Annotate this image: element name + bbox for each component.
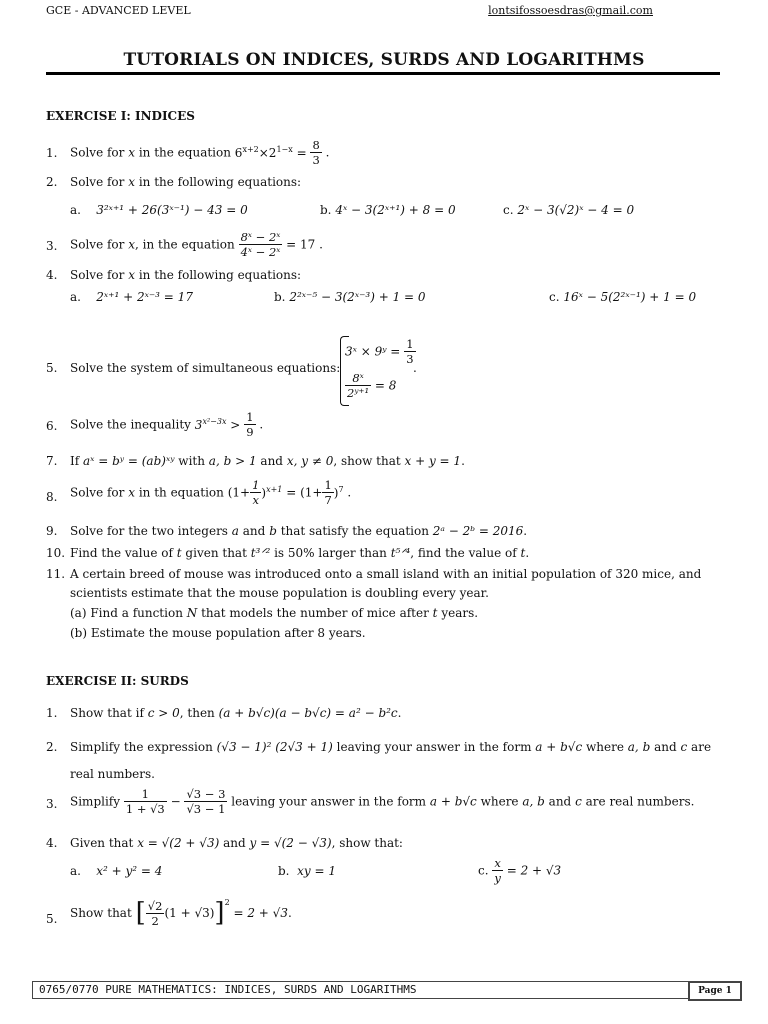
ex1-q11-line3: (a) Find a function N that models the number of mice after t years. xyxy=(70,606,479,620)
ex2-q2: Simplify the expression (√3 − 1)² (2√3 + 1) leaving your answer in the form a + b√c where a, b and c are xyxy=(70,740,712,754)
ex1-q11-line4: (b) Estimate the mouse population after 8 years. xyxy=(70,626,366,640)
s3-number: 3. xyxy=(46,797,58,811)
ex1-q11-line2: scientists estimate that the mouse population is doubling every year. xyxy=(70,586,489,600)
ex2-q4c: c. $\frac{x}{y}$ = 2 + √3 xyxy=(478,856,562,885)
ex1-q10: Find the value of t given that t³ᐟ² is 50% larger than t⁵ᐟ⁴, find the value of t. xyxy=(70,546,530,560)
ex1-q5-end: . xyxy=(413,361,417,375)
title-rule xyxy=(46,72,720,75)
ex1-q2: Solve for x in the following equations: xyxy=(70,175,302,189)
footer-course-title: 0765/0770 PURE MATHEMATICS: INDICES, SURDS AND LOGARITHMS xyxy=(32,981,690,999)
q8-number: 8. xyxy=(46,490,58,504)
q7-number: 7. xyxy=(46,454,58,468)
q4-number: 4. xyxy=(46,268,58,282)
ex1-q11-line1: A certain breed of mouse was introduced onto a small island with an initial population of 320 mice, and xyxy=(70,567,702,581)
ex1-q4b: b. 2²ˣ⁻⁵ − 3(2ˣ⁻³) + 1 = 0 xyxy=(274,290,426,304)
header-left: GCE - ADVANCED LEVEL xyxy=(46,4,191,17)
q11-number: 11. xyxy=(46,567,66,581)
q6-number: 6. xyxy=(46,419,58,433)
q3-number: 3. xyxy=(46,239,58,253)
ex1-q5-eq1: 3ˣ × 9ʸ = $\frac{1}{3}$ xyxy=(345,337,414,366)
s2-number: 2. xyxy=(46,740,58,754)
ex2-q3: Simplify $\frac{1}{1 + √3}$ − $\frac{√3 - 3}{√3 - 1}$ leaving your answer in the form a + b√c where a, b and c are real numbers. xyxy=(70,787,695,816)
ex1-q4c: c. 16ˣ − 5(2²ˣ⁻¹) + 1 = 0 xyxy=(549,290,697,304)
ex2-q1: Show that if c > 0, then (a + b√c)(a − b√c) = a² − b²c. xyxy=(70,706,402,720)
section-heading-indices: EXERCISE I: INDICES xyxy=(46,109,195,123)
page-number: Page 1 xyxy=(688,981,742,1001)
page-title: TUTORIALS ON INDICES, SURDS AND LOGARITHMS xyxy=(123,50,645,70)
ex1-q7: If aˣ = bʸ = (ab)ˣʸ with a, b > 1 and x, y ≠ 0, show that x + y = 1. xyxy=(70,454,465,468)
ex1-q1: Solve for x in the equation $6^{x+2}\times 2^{1-x}$ = $\frac{8}{3}$ . xyxy=(70,138,330,167)
ex2-q5: Show that [ $\frac{√2}{2}$ (1 + √3)]$^2$ = 2 + √3. xyxy=(70,898,292,928)
ex1-q3: Solve for x, in the equation $\frac{\text{8ˣ − 2ˣ}}{\text{4ˣ − 2ˣ}}$ = 17 . xyxy=(70,230,323,259)
ex2-q4b: b. xy = 1 xyxy=(278,864,337,878)
ex1-q9: Solve for the two integers a and b that satisfy the equation 2ᵃ − 2ᵇ = 2016. xyxy=(70,524,528,538)
ex1-q2c: c. 2ˣ − 3(√2)ˣ − 4 = 0 xyxy=(503,203,635,217)
ex1-q2a: a. 3²ˣ⁺¹ + 26(3ˣ⁻¹) − 43 = 0 xyxy=(70,203,248,217)
s4-number: 4. xyxy=(46,836,58,850)
ex2-q4: Given that x = √(2 + √3) and y = √(2 − √3), show that: xyxy=(70,836,403,850)
q2-number: 2. xyxy=(46,175,58,189)
ex1-q2b: b. 4ˣ − 3(2ˣ⁺¹) + 8 = 0 xyxy=(320,203,456,217)
ex1-q6: Solve the inequality $3^{x^2-3x}$ > $\frac{1}{9}$ . xyxy=(70,410,264,439)
ex2-q4a: a. x² + y² = 4 xyxy=(70,864,163,878)
ex2-q2-line2: real numbers. xyxy=(70,767,155,781)
s1-number: 1. xyxy=(46,706,58,720)
ex1-q8: Solve for x in th equation (1+ $\frac{1}{x}$ )$^{x+1}$ = (1+ $\frac{1}{7}$ )$^7$ . xyxy=(70,478,352,507)
q9-number: 9. xyxy=(46,524,58,538)
ex1-q5-eq2: $\frac{\text{8ˣ}}{\text{2ʸ⁺¹}}$ = 8 xyxy=(347,371,397,400)
q10-number: 10. xyxy=(46,546,66,560)
ex1-q4a: a. 2ˣ⁺¹ + 2ˣ⁻³ = 17 xyxy=(70,290,193,304)
ex1-q4: Solve for x in the following equations: xyxy=(70,268,302,282)
section-heading-surds: EXERCISE II: SURDS xyxy=(46,674,189,688)
header-email-link[interactable]: lontsifossoesdras@gmail.com xyxy=(488,4,653,17)
q1-number: 1. xyxy=(46,146,58,160)
s5-number: 5. xyxy=(46,912,58,926)
ex1-q5: Solve the system of simultaneous equations: xyxy=(70,361,341,375)
q5-number: 5. xyxy=(46,361,58,375)
